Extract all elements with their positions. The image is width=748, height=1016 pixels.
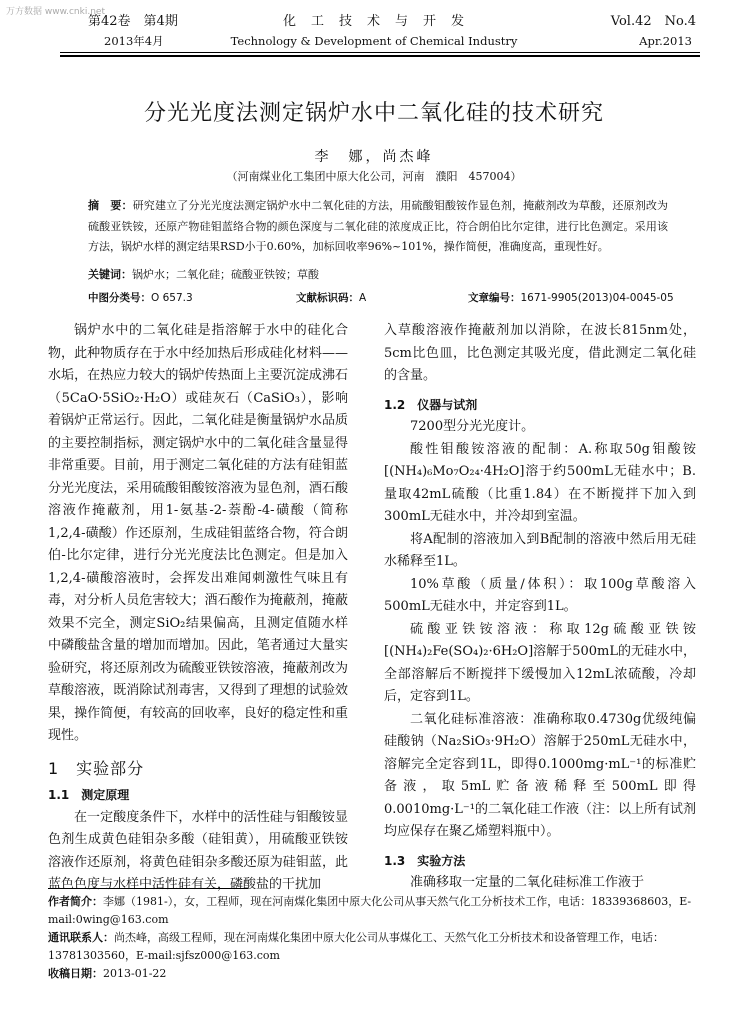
- clc-label: 中图分类号：: [88, 292, 151, 304]
- footnote-rule: [48, 888, 248, 889]
- paragraph: 酸性钼酸铵溶液的配制：A.称取50g钼酸铵[(NH₄)₆Mo₇O₂₄·4H₂O]溶于约500mL无硅水中；B.量取42mL硫酸（比重1.84）在不断搅拌下加入到300mL无硅水中，并冷却到室温。: [384, 441, 696, 524]
- received-label: 收稿日期：: [48, 967, 103, 980]
- header-volume-cn: 第42卷 第4期: [88, 14, 178, 29]
- clc-value: O 657.3: [151, 292, 193, 304]
- paper-title: 分光光度法测定锅炉水中二氧化硅的技术研究: [143, 101, 604, 126]
- header-date-cn: 2013年4月: [104, 34, 164, 48]
- received-note: [48, 965, 700, 983]
- contact-note-label: 通讯联系人：: [48, 931, 114, 944]
- subsection-heading: 1.1 测定原理: [48, 788, 130, 802]
- paragraph: 将A配制的溶液加入到B配制的溶液中然后用无硅水稀释至1L。: [384, 531, 696, 569]
- journal-title-cn: 化 工 技 术 与 开 发: [282, 14, 465, 29]
- principle-paragraph: 在一定酸度条件下，水样中的活性硅与钼酸铵显色剂生成黄色硅钼杂多酸（硅钼黄），用硫酸亚铁铵溶液作还原剂，将黄色硅钼杂多酸还原为硅钼蓝，此蓝色色度与水样中活性硅有关，磷酸盐的干扰加: [48, 809, 348, 892]
- header-rule: [60, 52, 700, 53]
- doc-code-label: 文献标识码：: [296, 292, 359, 304]
- intro-paragraph: 锅炉水中的二氧化硅是指溶解于水中的硅化合物，此种物质存在于水中经加热后形成硅化材料——水垢，在热应力较大的锅炉传热面上主要沉淀成沸石（5CaO·5SiO₂·H₂O）或硅灰石（CaSiO₃），影响着锅炉正常运行。因此，二氧化硅是衡量锅炉水品质的主要控制指标，测定锅炉水中的二氧化硅含量显得非常重要。目前，用于测定二氧化硅的方法有硅钼蓝分光光度法，采用硫酸钼酸铵溶液为显色剂，酒石酸溶液作掩蔽剂，用1-氨基-2-萘酚-4-磺酸（简称1,2,4-磺酸）作还原剂，生成硅钼蓝络合物，符合朗伯-比尔定律，进行分光光度法比色测定。但是加入1,2,4-磺酸溶液时，会挥发出难闻刺激性气味且有毒，对分析人员危害较大；酒石酸作为掩蔽剂，掩蔽效果不完全，测定SiO₂结果偏高，且测定值随水样中磷酸盐含量的增加而增加。因此，笔者通过大量实验研究，将还原剂改为硫酸亚铁铵溶液，掩蔽剂改为草酸溶液，既消除试剂毒害，又得到了理想的试验效果，操作简便，有较高的回收率，良好的稳定性和重现性。: [48, 323, 348, 743]
- document-code: [296, 290, 366, 305]
- header-date-en: Apr.2013: [639, 34, 692, 48]
- subsection-heading: 1.2 仪器与试剂: [384, 397, 478, 412]
- left-column: [48, 320, 348, 897]
- article-no-label: 文章编号：: [468, 292, 521, 304]
- author-note-label: 作者简介：: [48, 895, 103, 908]
- keywords-label: 关键词：: [88, 268, 132, 281]
- received-date: 2013-01-22: [103, 967, 167, 980]
- author-note-text: 李娜（1981-），女，工程师，现在河南煤化集团中原大化公司从事天然气化工分析技术工作，电话：18339368603，E-mail:0wing@163.com: [48, 895, 692, 926]
- affiliation: （河南煤业化工集团中原大化公司，河南 濮阳 457004）: [226, 170, 522, 183]
- keywords-text: 锅炉水；二氧化硅；硫酸亚铁铵；草酸: [132, 268, 319, 281]
- keywords: [88, 266, 319, 282]
- subsection-heading: 1.3 实验方法: [384, 853, 466, 868]
- principle-continued: 入草酸溶液作掩蔽剂加以消除，在波长815nm处，5cm比色皿，比色测定其吸光度，借此测定二氧化硅的含量。: [384, 323, 696, 383]
- article-number: [468, 290, 674, 305]
- abstract-label: 摘 要：: [88, 199, 133, 212]
- clc-number: [88, 290, 193, 305]
- paragraph: 准确移取一定量的二氧化硅标准工作液于: [410, 875, 645, 890]
- authors: 李 娜，尚杰峰: [314, 149, 434, 165]
- contact-note-text: 尚杰峰，高级工程师，现在河南煤化集团中原大化公司从事煤化工、天然气化工分析技术和设备管理工作，电话：13781303560，E-mail:sjfsz000@163.com: [48, 931, 664, 962]
- doc-code-value: A: [359, 292, 367, 304]
- section-heading: 1 实验部分: [48, 758, 145, 778]
- paragraph: 硫酸亚铁铵溶液：称取12g硫酸亚铁铵[(NH₄)₂Fe(SO₄)₂·6H₂O]溶解于500mL的无硅水中，全部溶解后不断搅拌下缓慢加入12mL浓硫酸，冷却后，定容到1L。: [384, 621, 696, 704]
- header-volume-en: Vol.42 No.4: [610, 14, 696, 29]
- contact-note: [48, 929, 700, 965]
- right-column: [384, 320, 696, 895]
- abstract: [88, 196, 668, 258]
- watermark: 万方数据 www.cnki.net: [6, 7, 105, 17]
- paragraph: 二氧化硅标准溶液：准确称取0.4730g优级纯偏硅酸钠（Na₂SiO₃·9H₂O）溶解于250mL无硅水中，溶解完全定容到1L，即得0.1000mg·mL⁻¹的标准贮备液，取5mL贮备液稀释至500mL即得0.0010mg·L⁻¹的二氧化硅工作液（注：以上所有试剂均应保存在聚乙烯塑料瓶中）。: [384, 711, 696, 839]
- author-note: [48, 893, 700, 929]
- journal-title-en: Technology & Development of Chemical Industry: [230, 34, 518, 48]
- article-no-value: 1671-9905(2013)04-0045-05: [520, 292, 674, 304]
- abstract-text: 研究建立了分光光度法测定锅炉水中二氧化硅的方法，用硫酸钼酸铵作显色剂，掩蔽剂改为草酸，还原剂改为硫酸亚铁铵，还原产物硅钼蓝络合物的颜色深度与二氧化硅的浓度成正比，符合朗伯比尔定律，进行比色测定。采用该方法，锅炉水样的测定结果RSD小于0.60%，加标回收率96%~101%，操作简便，准确度高，重现性好。: [88, 199, 669, 253]
- header-rule-thick: [60, 55, 700, 57]
- footnotes: [48, 893, 700, 983]
- paragraph: 10%草酸（质量/体积）：取100g草酸溶入500mL无硅水中，并定容到1L。: [384, 576, 696, 614]
- paragraph: 7200型分光光度计。: [410, 419, 535, 434]
